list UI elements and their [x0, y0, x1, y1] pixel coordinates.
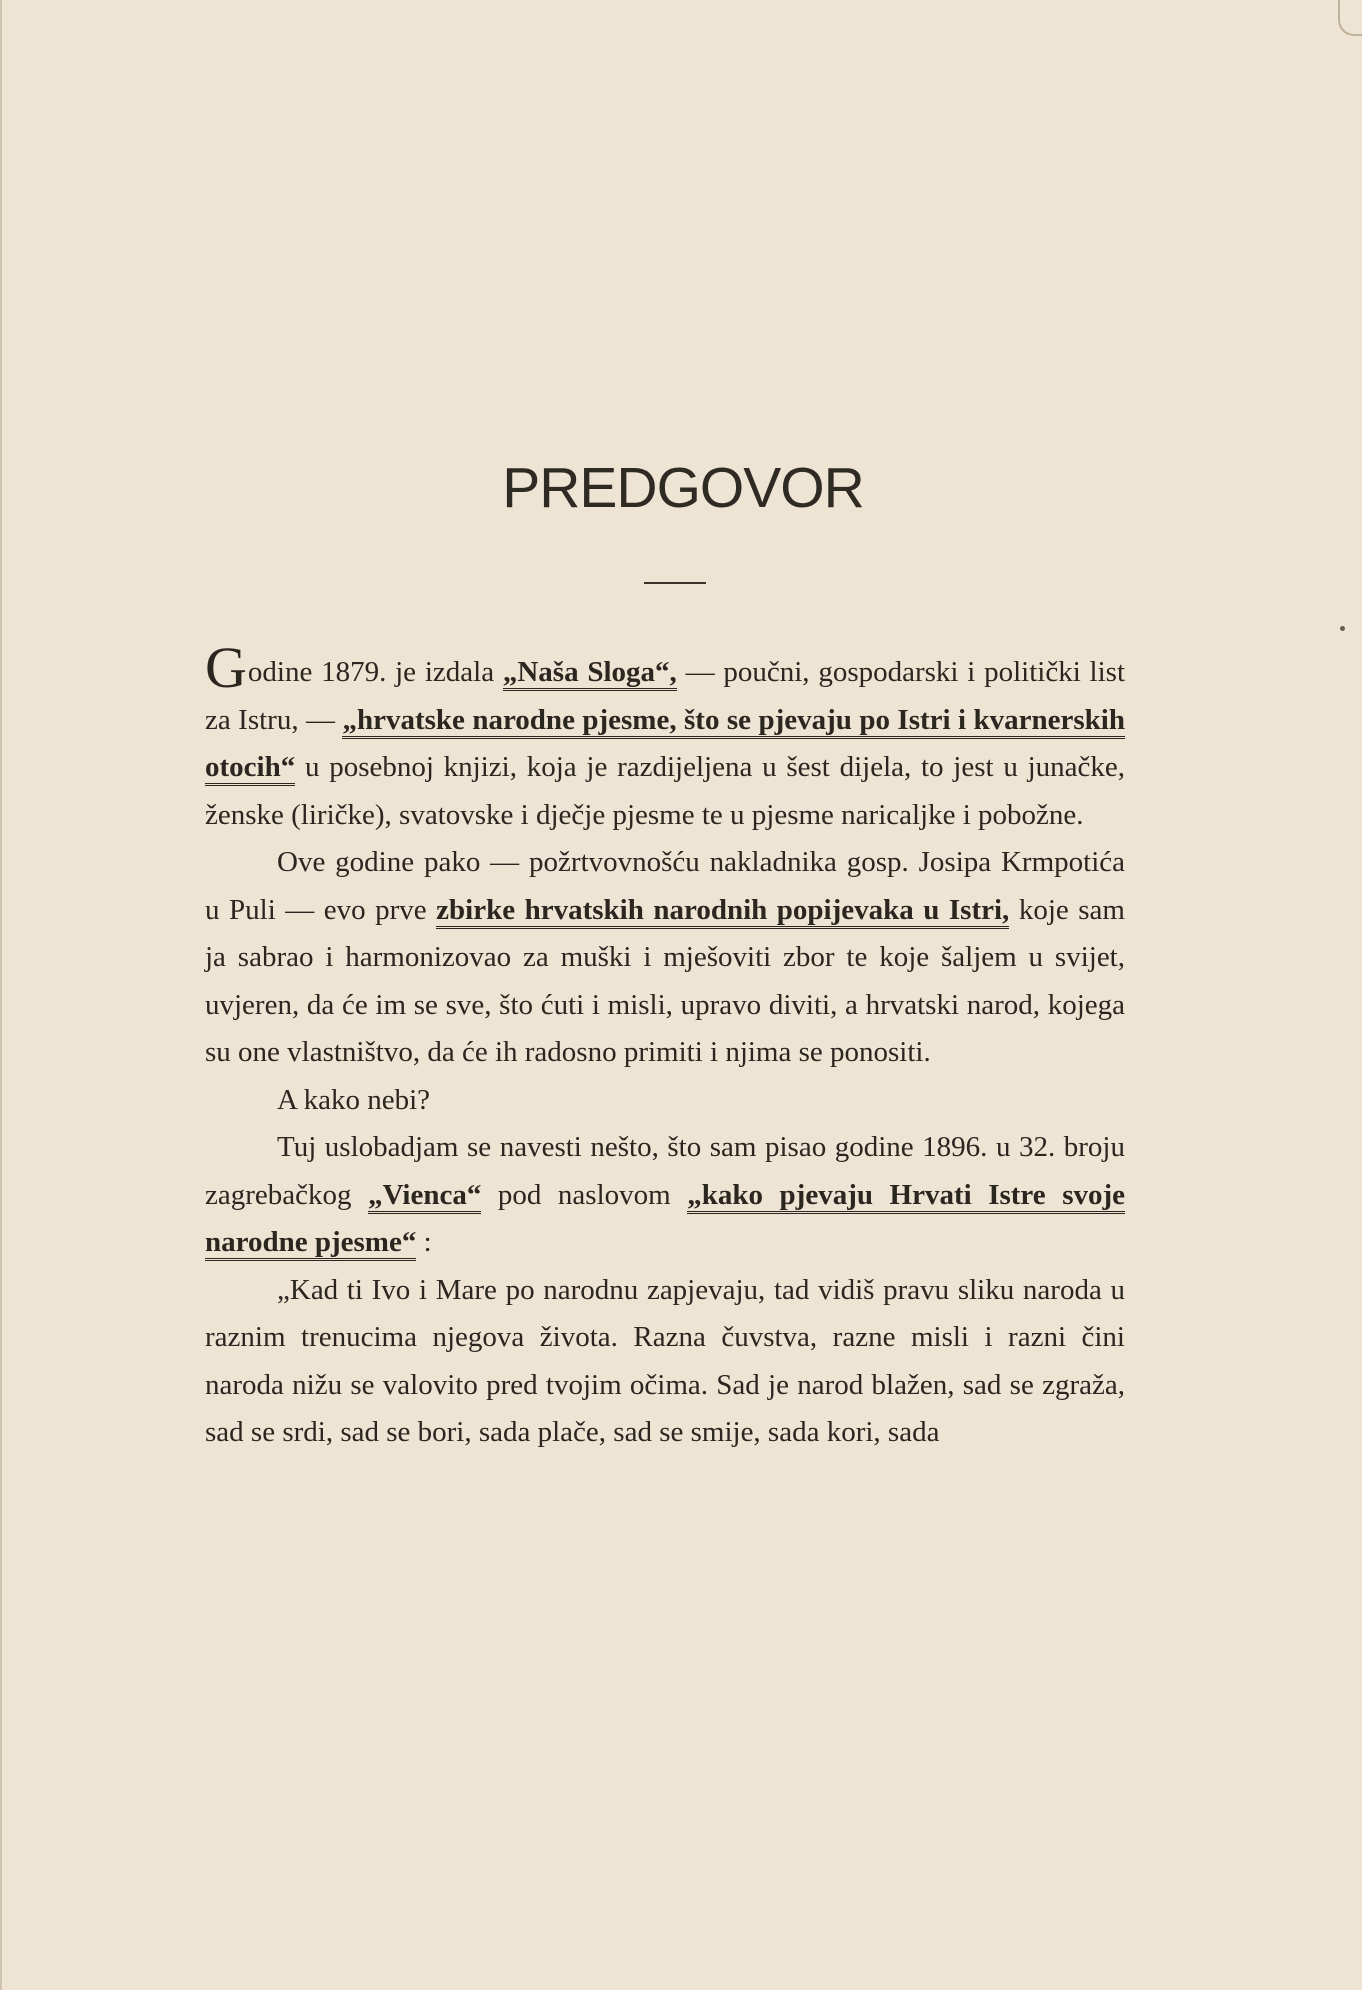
- drop-cap: G: [205, 635, 247, 700]
- page-corner-fold: [1338, 0, 1362, 36]
- p1-text-c: — poučni, gospodarski i politički list za Istru, —: [205, 656, 1125, 736]
- paragraph-5: „Kad ti Ivo i Mare po narodnu zapjevaju, tad vidiš pravu sliku naroda u raznim trenucima njegova života. Razna čuvstva, razne misli i razni čini naroda nižu se valovito pred tvojim očima. Sad je narod blažen, sad se zgraža, sad se srdi, sad se bori, sada plače, sad se smije, sada kori, sada: [205, 1273, 1125, 1448]
- page-title: PREDGOVOR: [502, 456, 864, 520]
- p4-underlined-vienac: „Vienca“: [368, 1179, 481, 1214]
- p4-text-c: pod naslovom: [481, 1178, 688, 1211]
- p1-underlined-title: „hrvatske narodne pjesme, što se pjevaju po Istri i kvarnerskih otocih“: [205, 704, 1125, 787]
- paragraph-1: [205, 635, 1125, 839]
- paper-spot: [1340, 626, 1345, 631]
- p1-text-e: u posebnoj knjizi, koja je razdijeljena u šest dijela, to jest u junačke, ženske (liričke), svatovske i dječje pjesme te u pjesme naricaljke i pobožne.: [205, 751, 1125, 831]
- preface-text: [205, 635, 1126, 1457]
- p4-underlined-heading: „kako pjevaju Hrvati Istre svoje narodne pjesme“: [205, 1179, 1125, 1262]
- title-divider: [644, 582, 706, 584]
- p4-text-e: :: [416, 1226, 432, 1258]
- p4-text-a: Tuj uslobadjam se navesti nešto, što sam pisao godine 1896. u 32. broju zagrebačkog: [205, 1131, 1125, 1211]
- paragraph-4: [205, 1124, 1125, 1267]
- p2-underlined-zbirka: zbirke hrvatskih narodnih popijevaka u Istri,: [436, 894, 1009, 929]
- p1-underlined-nasa-sloga: „Naša Sloga“,: [503, 656, 677, 691]
- paragraph-3: A kako nebi?: [277, 1083, 431, 1116]
- p1-text-a: odine 1879. je izdala: [247, 656, 503, 688]
- paragraph-2: [205, 839, 1125, 1077]
- p2-text-c: koje sam ja sabrao i harmonizovao za muški i mješoviti zbor te koje šaljem u svijet, uvjeren, da će im se sve, što ćuti i misli, upravo diviti, a hrvatski narod, kojega su one vlastništvo, da će ih radosno primiti i njima se ponositi.: [205, 893, 1125, 1068]
- p2-text-a: Ove godine pako — požrtvovnošću nakladnika gosp. Josipa Krmpotića u Puli — evo prve: [205, 846, 1125, 926]
